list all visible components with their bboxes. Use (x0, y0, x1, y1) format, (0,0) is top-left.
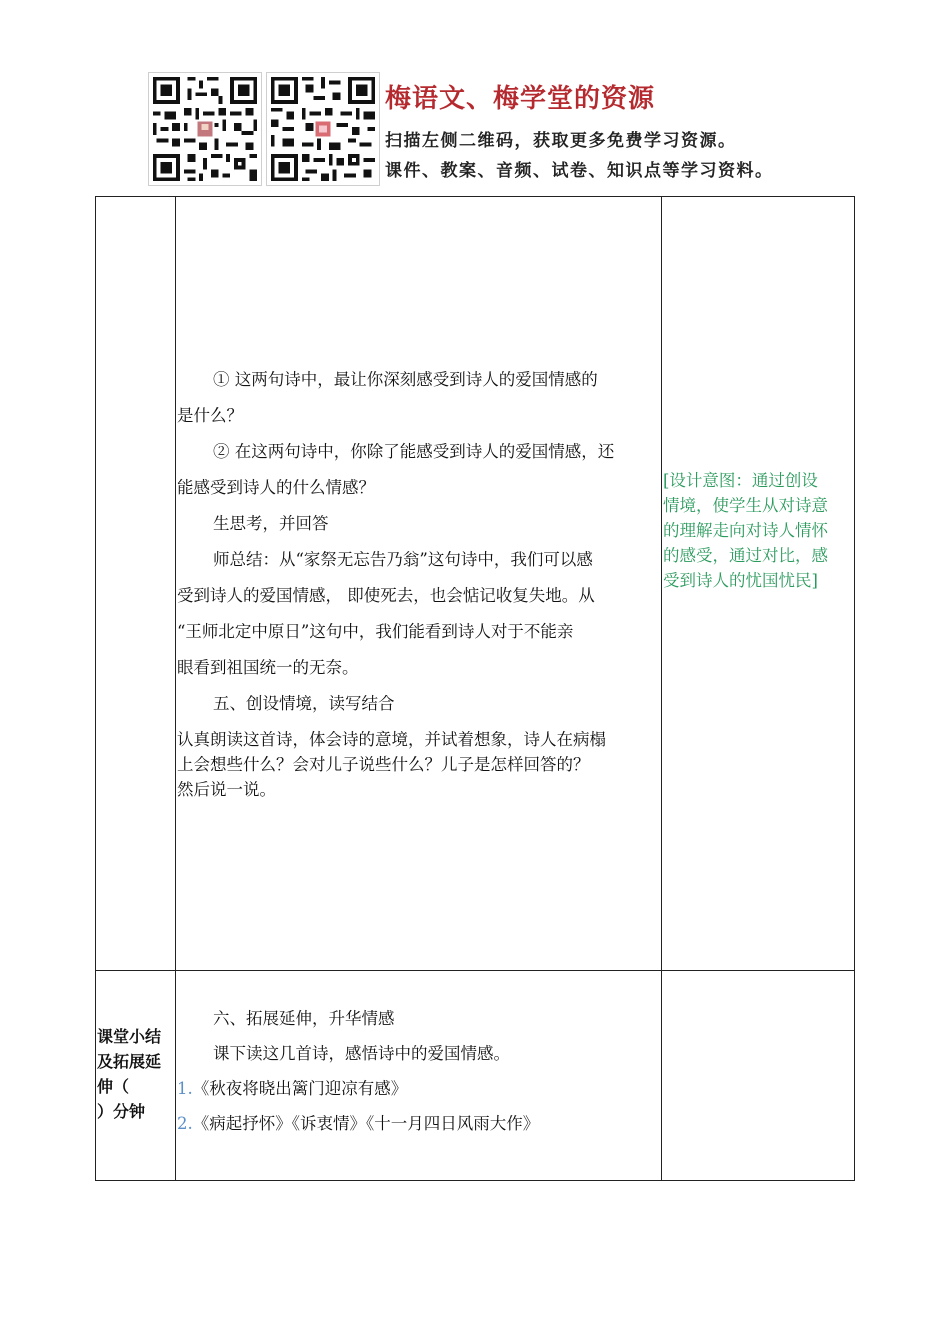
question-one-cont: 是什么？ (177, 406, 243, 425)
brand-subtitle: 扫描左侧二维码，获取更多免费学习资源。 (385, 131, 737, 151)
qr-code-icon[interactable] (266, 72, 380, 186)
reading-task-cont: 上会想些什么？会对儿子说些什么？儿子是怎样回答的？ (177, 755, 590, 774)
row-divider (96, 970, 854, 971)
list-number: 1. (177, 1079, 193, 1098)
reading-task: 认真朗读这首诗，体会诗的意境，并试着想象，诗人在病榻 (177, 730, 606, 749)
question-two: ② 在这两句诗中，你除了能感受到诗人的爱国情感，还 (213, 442, 615, 461)
row-label-summary: 课堂小结 及拓展延 伸（ ）分钟 (97, 1027, 162, 1121)
section-six-heading: 六、拓展延伸，升华情感 (213, 1009, 395, 1028)
brand-description: 课件、教案、音频、试卷、知识点等学习资料。 (385, 161, 774, 181)
lesson-plan-table (95, 196, 855, 1181)
section-five-heading: 五、创设情境，读写结合 (213, 694, 395, 713)
poem-title: 《秋夜将晓出篱门迎凉有感》 (192, 1079, 408, 1098)
qr-code-icon[interactable] (148, 72, 262, 186)
poem-titles: 《病起抒怀》《诉衷情》《十一月四日风雨大作》 (192, 1114, 540, 1133)
design-intent-note: [设计意图：通过创设 情境，使学生从对诗意 的理解走向对诗人情怀 的感受，通过对比，感 受到诗人的忧国忧民] (663, 471, 828, 590)
reading-task-cont: 然后说一说。 (177, 780, 276, 799)
list-item (177, 1106, 539, 1142)
teacher-summary-cont: 眼看到祖国统一的无奈。 (177, 658, 359, 677)
list-number: 2. (177, 1114, 193, 1133)
column-divider (661, 197, 662, 1180)
extension-intro: 课下读这几首诗，感悟诗中的爱国情感。 (213, 1044, 510, 1063)
student-response: 生思考，并回答 (213, 514, 329, 533)
teacher-summary-cont: 受到诗人的爱国情感， 即使死去，也会惦记收复失地。从 (177, 586, 595, 605)
teacher-summary: 师总结：从“家祭无忘告乃翁”这句诗中，我们可以感 (213, 550, 593, 569)
resource-header (148, 72, 828, 186)
teacher-summary-cont: “王师北定中原日”这句中，我们能看到诗人对于不能亲 (177, 622, 574, 641)
question-two-cont: 能感受到诗人的什么情感？ (177, 478, 375, 497)
list-item (177, 1071, 407, 1107)
question-one: ① 这两句诗中，最让你深刻感受到诗人的爱国情感的 (213, 370, 598, 389)
brand-title: 梅语文、梅学堂的资源 (385, 84, 656, 114)
